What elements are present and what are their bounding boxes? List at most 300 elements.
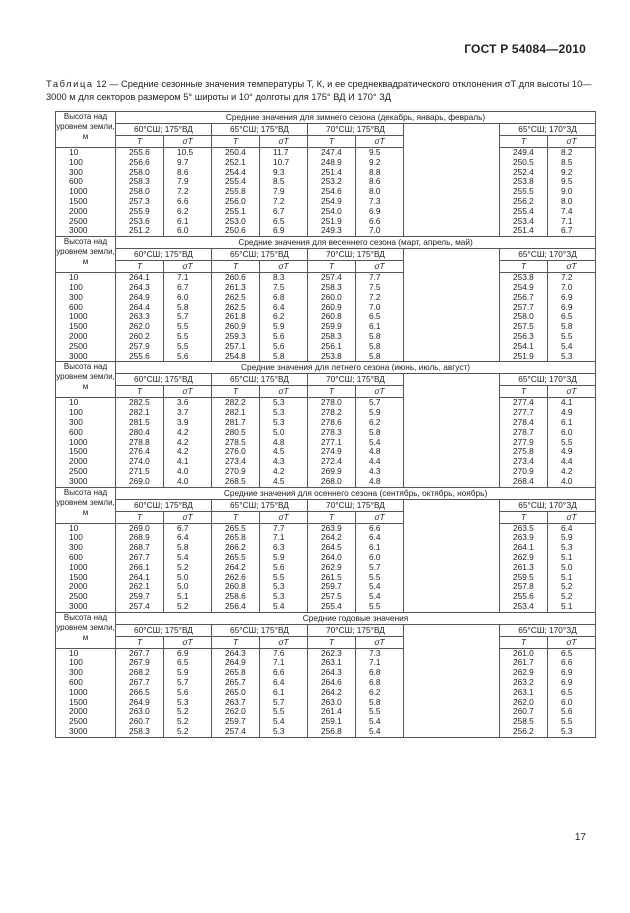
temperature-cell: 262.3 (308, 648, 356, 658)
sigma-cell: 5.5 (356, 602, 404, 612)
document-number: ГОСТ Р 54084—2010 (464, 42, 586, 56)
table-row (56, 698, 596, 708)
table-row (56, 707, 596, 717)
sigma-cell: 5.3 (548, 352, 596, 362)
empty-column (404, 499, 500, 612)
temperature-cell: 259.7 (116, 592, 164, 602)
sigma-cell: 4.1 (548, 398, 596, 408)
temperature-cell: 255.1 (212, 207, 260, 217)
temperature-cell: 262.9 (308, 563, 356, 573)
sigma-cell: 6.7 (260, 207, 308, 217)
temperature-cell: 263.5 (500, 523, 548, 533)
temperature-cell: 256.2 (500, 727, 548, 737)
section-title: Средние значения для осеннего сезона (сентябрь, октябрь, ноябрь) (116, 487, 596, 499)
temperature-cell: 260.6 (212, 273, 260, 283)
region-header: 65°СШ; 170°ЗД (500, 624, 596, 636)
temperature-cell: 269.9 (308, 467, 356, 477)
sigma-symbol: σT (356, 386, 404, 398)
sigma-cell: 5.7 (164, 678, 212, 688)
table-row (56, 312, 596, 322)
height-header: Высота над уровнем земли, м (56, 112, 116, 148)
sigma-cell: 5.9 (356, 408, 404, 418)
height-cell: 1500 (56, 197, 116, 207)
sigma-cell: 6.1 (356, 543, 404, 553)
sigma-cell: 6.1 (356, 322, 404, 332)
sigma-cell: 5.2 (164, 717, 212, 727)
temperature-cell: 257.7 (500, 303, 548, 313)
temperature-cell: 255.9 (116, 207, 164, 217)
sigma-cell: 5.4 (260, 717, 308, 727)
sigma-cell: 5.5 (548, 332, 596, 342)
sigma-cell: 7.3 (356, 197, 404, 207)
region-header: 60°СШ; 175°ВД (116, 624, 212, 636)
height-cell: 300 (56, 168, 116, 178)
temperature-cell: 272.4 (308, 457, 356, 467)
sigma-cell: 6.5 (260, 217, 308, 227)
sigma-cell: 5.5 (548, 717, 596, 727)
temperature-cell: 254.9 (308, 197, 356, 207)
temperature-cell: 264.9 (116, 698, 164, 708)
temperature-symbol: T (212, 511, 260, 523)
temperature-cell: 255.6 (500, 592, 548, 602)
sigma-symbol: σT (260, 511, 308, 523)
sigma-cell: 8.5 (548, 158, 596, 168)
table-row (56, 678, 596, 688)
sigma-symbol: σT (548, 511, 596, 523)
temperature-cell: 266.1 (116, 563, 164, 573)
temperature-cell: 251.4 (308, 168, 356, 178)
table-row (56, 187, 596, 197)
table-row (56, 283, 596, 293)
section-title: Средние годовые значения (116, 612, 596, 624)
temperature-cell: 252.1 (212, 158, 260, 168)
sigma-cell: 7.6 (260, 648, 308, 658)
sigma-cell: 6.9 (548, 303, 596, 313)
table-row (56, 563, 596, 573)
sigma-cell: 5.7 (356, 563, 404, 573)
temperature-table (55, 111, 596, 738)
sigma-cell: 6.9 (260, 226, 308, 236)
temperature-cell: 281.5 (116, 418, 164, 428)
table-row (56, 303, 596, 313)
temperature-cell: 258.0 (500, 312, 548, 322)
temperature-cell: 250.6 (212, 226, 260, 236)
sigma-cell: 5.4 (356, 592, 404, 602)
temperature-cell: 256.1 (308, 342, 356, 352)
symbol-row (56, 386, 596, 398)
table-caption (46, 78, 592, 104)
temperature-cell: 263.2 (500, 678, 548, 688)
temperature-cell: 268.2 (116, 668, 164, 678)
temperature-cell: 260.7 (116, 717, 164, 727)
sigma-cell: 5.6 (260, 563, 308, 573)
height-header: Высота над уровнем земли, м (56, 612, 116, 648)
table-row (56, 727, 596, 737)
region-header: 65°СШ; 175°ВД (212, 124, 308, 136)
sigma-cell: 3.6 (164, 398, 212, 408)
table-row (56, 457, 596, 467)
temperature-symbol: T (500, 136, 548, 148)
temperature-symbol: T (212, 136, 260, 148)
sigma-cell: 5.8 (164, 543, 212, 553)
sigma-cell: 5.4 (356, 438, 404, 448)
sigma-symbol: σT (260, 386, 308, 398)
height-cell: 1000 (56, 312, 116, 322)
temperature-cell: 276.4 (116, 447, 164, 457)
temperature-cell: 255.4 (500, 207, 548, 217)
symbol-row (56, 136, 596, 148)
sigma-cell: 4.4 (548, 457, 596, 467)
height-cell: 300 (56, 293, 116, 303)
sigma-symbol: σT (356, 261, 404, 273)
sigma-cell: 8.5 (260, 177, 308, 187)
temperature-cell: 262.0 (116, 322, 164, 332)
sigma-cell: 5.7 (356, 398, 404, 408)
sigma-cell: 6.4 (164, 533, 212, 543)
table-row (56, 573, 596, 583)
table-row (56, 543, 596, 553)
temperature-cell: 282.5 (116, 398, 164, 408)
sigma-cell: 5.9 (260, 322, 308, 332)
sigma-cell: 5.6 (164, 352, 212, 362)
temperature-cell: 254.1 (500, 342, 548, 352)
sigma-cell: 7.0 (356, 226, 404, 236)
sigma-cell: 6.7 (164, 523, 212, 533)
temperature-cell: 278.0 (308, 398, 356, 408)
temperature-cell: 262.1 (116, 582, 164, 592)
temperature-cell: 278.7 (500, 428, 548, 438)
sigma-cell: 8.6 (356, 177, 404, 187)
sigma-cell: 6.4 (260, 678, 308, 688)
sigma-cell: 5.7 (164, 312, 212, 322)
height-cell: 1000 (56, 563, 116, 573)
sigma-symbol: σT (548, 636, 596, 648)
table-row (56, 668, 596, 678)
temperature-cell: 264.1 (116, 573, 164, 583)
table-row (56, 332, 596, 342)
section-title: Средние значения для летнего сезона (июнь, июль, август) (116, 362, 596, 374)
height-cell: 100 (56, 533, 116, 543)
sigma-cell: 4.2 (260, 467, 308, 477)
temperature-cell: 253.8 (308, 352, 356, 362)
height-cell: 600 (56, 678, 116, 688)
temperature-cell: 255.4 (212, 177, 260, 187)
temperature-cell: 253.0 (212, 217, 260, 227)
temperature-cell: 278.8 (116, 438, 164, 448)
table-row (56, 168, 596, 178)
region-header: 65°СШ; 170°ЗД (500, 124, 596, 136)
sigma-cell: 5.3 (260, 408, 308, 418)
sigma-cell: 4.1 (164, 457, 212, 467)
sigma-symbol: σT (356, 636, 404, 648)
sigma-cell: 6.9 (164, 648, 212, 658)
temperature-symbol: T (500, 636, 548, 648)
height-cell: 3000 (56, 477, 116, 487)
temperature-cell: 261.5 (308, 573, 356, 583)
temperature-cell: 261.3 (500, 563, 548, 573)
temperature-cell: 253.6 (116, 217, 164, 227)
sigma-cell: 5.5 (164, 332, 212, 342)
region-header: 65°СШ; 175°ВД (212, 499, 308, 511)
table-row (56, 658, 596, 668)
temperature-cell: 278.6 (308, 418, 356, 428)
height-cell: 10 (56, 523, 116, 533)
sigma-cell: 5.3 (260, 418, 308, 428)
sigma-cell: 7.9 (164, 177, 212, 187)
sigma-cell: 9.5 (356, 148, 404, 158)
region-header: 60°СШ; 175°ВД (116, 124, 212, 136)
temperature-cell: 256.8 (308, 727, 356, 737)
sigma-symbol: σT (356, 511, 404, 523)
sigma-cell: 7.5 (356, 283, 404, 293)
sigma-cell: 6.0 (164, 293, 212, 303)
region-header: 70°СШ; 175°ВД (308, 249, 404, 261)
temperature-cell: 263.0 (308, 698, 356, 708)
sigma-cell: 9.2 (548, 168, 596, 178)
table-row (56, 438, 596, 448)
temperature-cell: 258.0 (116, 168, 164, 178)
table-row (56, 177, 596, 187)
sigma-cell: 7.0 (548, 283, 596, 293)
temperature-cell: 264.2 (212, 563, 260, 573)
sigma-cell: 5.1 (548, 602, 596, 612)
temperature-cell: 255.6 (116, 352, 164, 362)
temperature-cell: 264.1 (500, 543, 548, 553)
sigma-cell: 5.2 (164, 727, 212, 737)
sigma-symbol: σT (356, 136, 404, 148)
region-header-row (56, 624, 596, 636)
temperature-cell: 259.5 (500, 573, 548, 583)
height-cell: 1500 (56, 573, 116, 583)
sigma-cell: 5.3 (260, 398, 308, 408)
height-cell: 10 (56, 273, 116, 283)
sigma-cell: 6.6 (260, 668, 308, 678)
section-title-row (56, 487, 596, 499)
sigma-cell: 4.9 (548, 408, 596, 418)
sigma-cell: 6.2 (356, 688, 404, 698)
temperature-cell: 254.9 (500, 283, 548, 293)
sigma-cell: 6.5 (356, 312, 404, 322)
temperature-cell: 261.3 (212, 283, 260, 293)
height-cell: 3000 (56, 226, 116, 236)
temperature-cell: 255.4 (308, 602, 356, 612)
temperature-symbol: T (116, 386, 164, 398)
sigma-cell: 7.5 (260, 283, 308, 293)
table-caption-text: 12 — Средние сезонные значения температуры T, К, и ее среднеквадратического отклонения σT для высоты 10—3000 м для секторов размером 5° широты и 10° долготы для 175° ВД И 170° ЗД (46, 79, 592, 102)
sigma-cell: 5.6 (260, 342, 308, 352)
height-cell: 2500 (56, 342, 116, 352)
sigma-cell: 6.2 (260, 312, 308, 322)
temperature-cell: 260.9 (308, 303, 356, 313)
sigma-cell: 6.5 (548, 648, 596, 658)
sigma-cell: 6.4 (548, 523, 596, 533)
temperature-cell: 274.0 (116, 457, 164, 467)
sigma-cell: 5.8 (356, 428, 404, 438)
sigma-cell: 5.9 (260, 553, 308, 563)
sigma-cell: 9.2 (356, 158, 404, 168)
height-cell: 300 (56, 543, 116, 553)
temperature-cell: 250.4 (212, 148, 260, 158)
sigma-symbol: σT (260, 261, 308, 273)
sigma-cell: 5.8 (260, 352, 308, 362)
sigma-cell: 5.5 (356, 573, 404, 583)
temperature-symbol: T (500, 261, 548, 273)
height-cell: 2000 (56, 582, 116, 592)
sigma-cell: 11.7 (260, 148, 308, 158)
table-row (56, 217, 596, 227)
temperature-cell: 264.3 (212, 648, 260, 658)
sigma-cell: 6.9 (548, 293, 596, 303)
temperature-cell: 264.1 (116, 273, 164, 283)
table-row (56, 408, 596, 418)
height-cell: 2000 (56, 457, 116, 467)
temperature-cell: 259.7 (212, 717, 260, 727)
temperature-cell: 260.9 (212, 322, 260, 332)
sigma-cell: 5.8 (356, 698, 404, 708)
sigma-cell: 6.9 (548, 668, 596, 678)
temperature-cell: 259.9 (308, 322, 356, 332)
sigma-cell: 5.9 (548, 533, 596, 543)
temperature-cell: 259.1 (308, 717, 356, 727)
sigma-cell: 5.3 (548, 727, 596, 737)
temperature-cell: 262.9 (500, 668, 548, 678)
table-row (56, 477, 596, 487)
temperature-cell: 282.1 (212, 408, 260, 418)
region-header: 65°СШ; 175°ВД (212, 374, 308, 386)
sigma-cell: 8.3 (260, 273, 308, 283)
section-title-row (56, 362, 596, 374)
temperature-cell: 267.7 (116, 648, 164, 658)
table-row (56, 447, 596, 457)
region-header: 70°СШ; 175°ВД (308, 374, 404, 386)
height-cell: 3000 (56, 727, 116, 737)
sigma-cell: 7.1 (356, 658, 404, 668)
sigma-cell: 5.5 (548, 438, 596, 448)
temperature-cell: 257.8 (500, 582, 548, 592)
temperature-cell: 263.1 (308, 658, 356, 668)
region-header: 70°СШ; 175°ВД (308, 624, 404, 636)
table-row (56, 342, 596, 352)
section-title: Средние значения для весеннего сезона (март, апрель, май) (116, 237, 596, 249)
sigma-cell: 4.5 (260, 447, 308, 457)
temperature-cell: 264.2 (308, 533, 356, 543)
region-header: 60°СШ; 175°ВД (116, 374, 212, 386)
temperature-cell: 263.3 (116, 312, 164, 322)
height-cell: 2000 (56, 332, 116, 342)
temperature-cell: 263.9 (500, 533, 548, 543)
table-row (56, 197, 596, 207)
temperature-cell: 281.7 (212, 418, 260, 428)
sigma-cell: 5.1 (164, 592, 212, 602)
region-header: 60°СШ; 175°ВД (116, 499, 212, 511)
temperature-cell: 261.7 (500, 658, 548, 668)
temperature-symbol: T (500, 386, 548, 398)
temperature-symbol: T (116, 636, 164, 648)
temperature-cell: 253.8 (500, 177, 548, 187)
height-cell: 100 (56, 283, 116, 293)
sigma-cell: 5.5 (260, 573, 308, 583)
sigma-cell: 5.5 (164, 322, 212, 332)
temperature-cell: 253.8 (500, 273, 548, 283)
temperature-cell: 265.7 (212, 678, 260, 688)
sigma-cell: 4.8 (356, 447, 404, 457)
sigma-cell: 8.8 (356, 168, 404, 178)
sigma-cell: 7.2 (356, 293, 404, 303)
region-header: 65°СШ; 170°ЗД (500, 499, 596, 511)
page-number: 17 (574, 832, 586, 843)
sigma-cell: 7.1 (260, 658, 308, 668)
temperature-cell: 280.5 (212, 428, 260, 438)
sigma-cell: 5.4 (164, 553, 212, 563)
temperature-cell: 257.4 (308, 273, 356, 283)
temperature-cell: 249.3 (308, 226, 356, 236)
temperature-cell: 264.3 (308, 668, 356, 678)
table-row (56, 533, 596, 543)
sigma-cell: 7.1 (164, 273, 212, 283)
sigma-symbol: σT (164, 511, 212, 523)
height-cell: 1000 (56, 438, 116, 448)
sigma-cell: 5.3 (260, 582, 308, 592)
temperature-cell: 253.4 (500, 217, 548, 227)
temperature-cell: 273.4 (212, 457, 260, 467)
temperature-symbol: T (308, 386, 356, 398)
sigma-cell: 6.8 (260, 293, 308, 303)
section-title-row (56, 112, 596, 124)
height-cell: 300 (56, 668, 116, 678)
sigma-cell: 5.4 (356, 717, 404, 727)
temperature-cell: 268.0 (308, 477, 356, 487)
height-header: Высота над уровнем земли, м (56, 362, 116, 398)
temperature-cell: 257.4 (212, 727, 260, 737)
temperature-symbol: T (308, 261, 356, 273)
sigma-cell: 4.2 (548, 467, 596, 477)
temperature-cell: 270.9 (500, 467, 548, 477)
sigma-cell: 6.0 (356, 553, 404, 563)
temperature-cell: 278.5 (212, 438, 260, 448)
temperature-cell: 255.6 (116, 148, 164, 158)
temperature-cell: 267.7 (116, 553, 164, 563)
region-header-row (56, 124, 596, 136)
temperature-cell: 255.5 (500, 187, 548, 197)
table-row (56, 428, 596, 438)
empty-column (404, 624, 500, 737)
temperature-cell: 253.2 (308, 177, 356, 187)
sigma-symbol: σT (548, 261, 596, 273)
table-row (56, 293, 596, 303)
temperature-cell: 270.9 (212, 467, 260, 477)
temperature-cell: 265.5 (212, 523, 260, 533)
sigma-cell: 7.4 (548, 207, 596, 217)
sigma-cell: 5.2 (164, 563, 212, 573)
height-cell: 1000 (56, 187, 116, 197)
temperature-cell: 268.7 (116, 543, 164, 553)
table-row (56, 207, 596, 217)
table-row (56, 688, 596, 698)
region-header: 65°СШ; 170°ЗД (500, 374, 596, 386)
temperature-symbol: T (308, 511, 356, 523)
height-cell: 10 (56, 148, 116, 158)
table-row (56, 592, 596, 602)
sigma-cell: 5.2 (164, 602, 212, 612)
sigma-cell: 6.1 (548, 418, 596, 428)
symbol-row (56, 261, 596, 273)
temperature-cell: 277.4 (500, 398, 548, 408)
temperature-cell: 267.7 (116, 678, 164, 688)
temperature-cell: 265.8 (212, 533, 260, 543)
sigma-cell: 6.0 (164, 226, 212, 236)
sigma-cell: 4.3 (356, 467, 404, 477)
sigma-cell: 5.4 (260, 602, 308, 612)
